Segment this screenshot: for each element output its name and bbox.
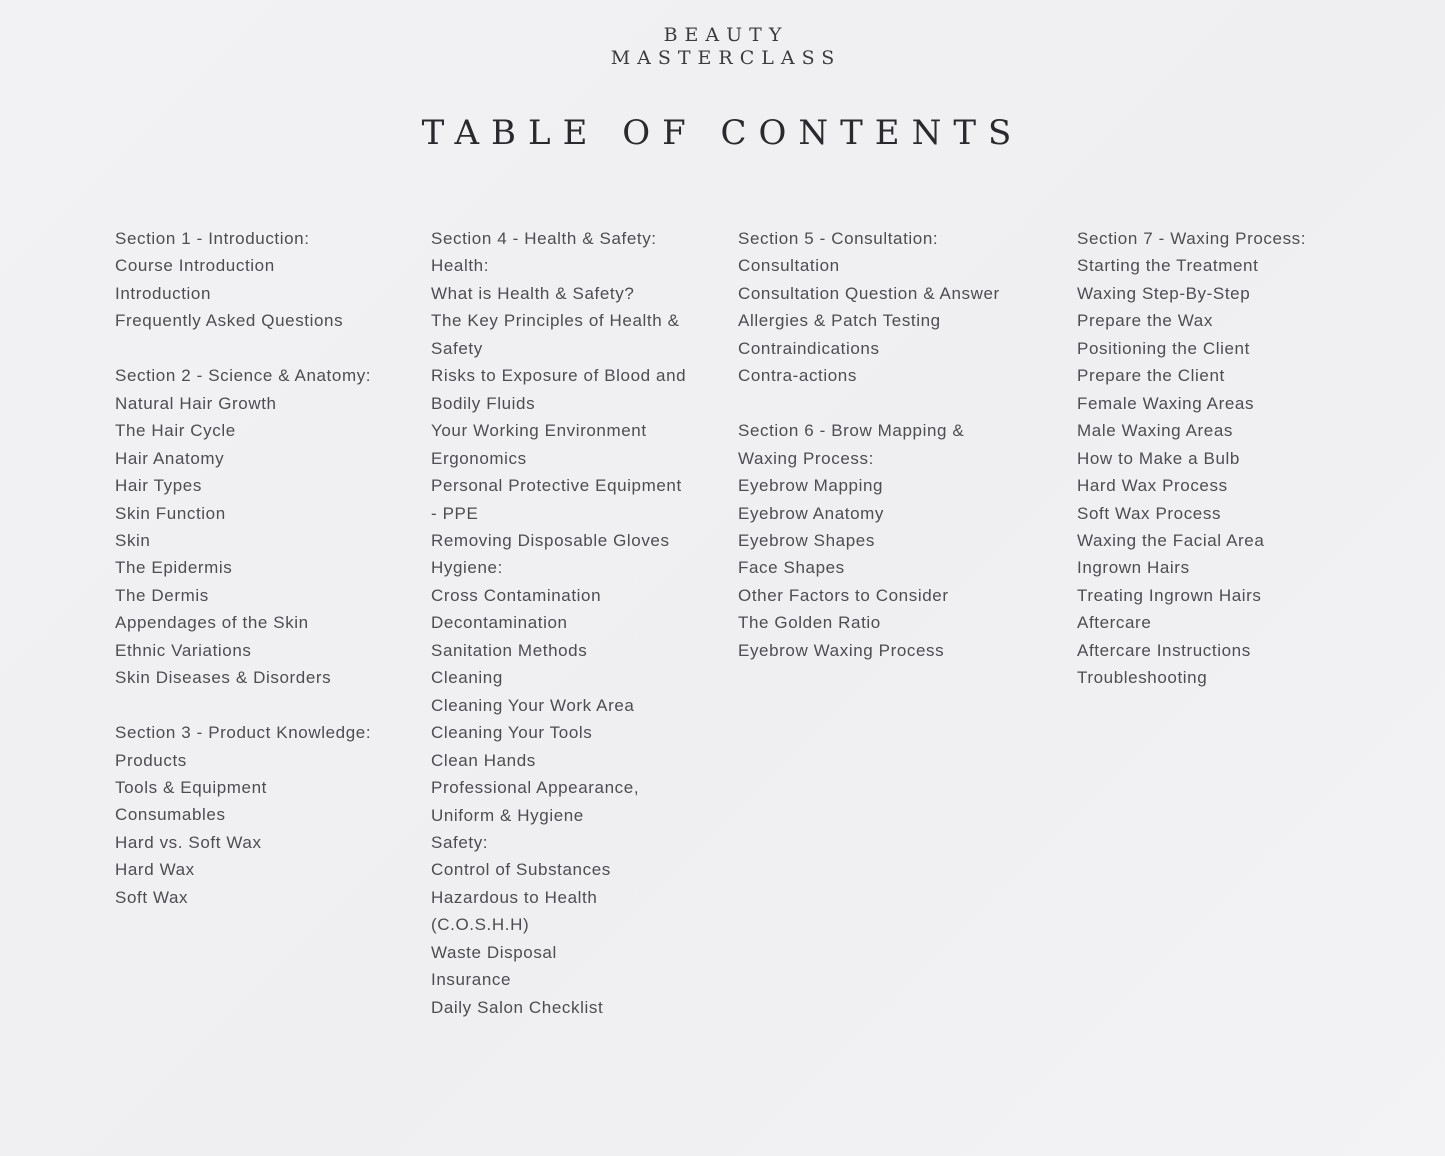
- toc-entry: Waxing Step-By-Step: [1077, 283, 1251, 303]
- toc-entry: Health:: [431, 256, 490, 276]
- toc-entry: Eyebrow Shapes: [738, 530, 875, 550]
- toc-entry: The Epidermis: [115, 558, 233, 578]
- toc-entry: Your Working Environment: [431, 421, 647, 441]
- section-heading: Section 5 - Consultation:: [738, 229, 939, 248]
- toc-column-1: [115, 225, 371, 911]
- toc-entry: Products: [115, 750, 187, 770]
- toc-entry: Hygiene:: [431, 558, 503, 578]
- toc-entry: Decontamination: [431, 613, 568, 633]
- toc-entry: Hard Wax: [115, 860, 195, 880]
- toc-entry: Contra-actions: [738, 366, 857, 386]
- toc-entry: The Golden Ratio: [738, 613, 881, 633]
- toc-entry: Personal Protective Equipment: [431, 476, 682, 496]
- section-spacer: [738, 390, 1000, 417]
- toc-entry: Aftercare: [1077, 613, 1152, 633]
- toc-entry: Bodily Fluids: [431, 393, 536, 413]
- toc-entry: Removing Disposable Gloves: [431, 530, 670, 550]
- section-heading: Section 6 - Brow Mapping &: [738, 421, 965, 441]
- toc-entry: Waxing the Facial Area: [1077, 530, 1265, 550]
- toc-entry: Consumables: [115, 805, 226, 825]
- toc-entry: Hair Types: [115, 476, 202, 496]
- toc-entry: Consultation: [738, 256, 840, 276]
- section-heading: Section 3 - Product Knowledge:: [115, 723, 372, 743]
- brand-line-1: BEAUTY: [663, 24, 789, 46]
- toc-entry: Eyebrow Anatomy: [738, 503, 885, 523]
- toc-entry: Daily Salon Checklist: [431, 997, 604, 1017]
- toc-entry: Course Introduction: [115, 256, 275, 276]
- toc-column-3: [738, 225, 1000, 664]
- toc-entry: Natural Hair Growth: [115, 393, 277, 413]
- toc-entry: The Hair Cycle: [115, 421, 236, 441]
- toc-entry: Waxing Process:: [738, 448, 874, 468]
- toc-entry: Treating Ingrown Hairs: [1077, 585, 1262, 605]
- toc-entry: (C.O.S.H.H): [431, 915, 530, 935]
- section-heading: Section 7 - Waxing Process:: [1077, 229, 1307, 248]
- toc-entry: Troubleshooting: [1077, 668, 1208, 688]
- toc-entry: Hard vs. Soft Wax: [115, 832, 262, 852]
- toc-entry: Skin Diseases & Disorders: [115, 668, 332, 688]
- toc-entry: The Key Principles of Health &: [431, 311, 680, 331]
- toc-entry: What is Health & Safety?: [431, 283, 635, 303]
- page-title: TABLE OF CONTENTS: [421, 113, 1024, 153]
- toc-entry: Uniform & Hygiene: [431, 805, 584, 825]
- toc-entry: Hair Anatomy: [115, 448, 225, 468]
- toc-entry: Sanitation Methods: [431, 640, 588, 660]
- toc-entry: Skin Function: [115, 503, 226, 523]
- toc-entry: Clean Hands: [431, 750, 536, 770]
- toc-entry: Cleaning: [431, 668, 503, 688]
- toc-entry: Waste Disposal: [431, 942, 557, 962]
- toc-entry: Tools & Equipment: [115, 778, 267, 798]
- toc-entry: Starting the Treatment: [1077, 256, 1259, 276]
- section-spacer: [115, 692, 371, 719]
- toc-entry: Control of Substances: [431, 860, 611, 880]
- toc-entry: Soft Wax Process: [1077, 503, 1222, 523]
- section-heading: Section 1 - Introduction:: [115, 229, 310, 248]
- toc-entry: Cross Contamination: [431, 585, 602, 605]
- toc-entry: Ergonomics: [431, 448, 527, 468]
- brand-line-2: MASTERCLASS: [610, 47, 842, 69]
- toc-entry: Soft Wax: [115, 887, 189, 907]
- toc-entry: Prepare the Client: [1077, 366, 1225, 386]
- toc-entry: The Dermis: [115, 585, 209, 605]
- toc-entry: Insurance: [431, 970, 512, 990]
- toc-entry: Female Waxing Areas: [1077, 393, 1255, 413]
- section-spacer: [115, 335, 371, 362]
- toc-entry: Positioning the Client: [1077, 338, 1250, 358]
- brand-logo: [0, 24, 1445, 70]
- toc-entry: Allergies & Patch Testing: [738, 311, 941, 331]
- toc-entry: Face Shapes: [738, 558, 845, 578]
- toc-entry: Professional Appearance,: [431, 778, 640, 798]
- toc-entry: Hazardous to Health: [431, 887, 598, 907]
- toc-entry: Eyebrow Mapping: [738, 476, 884, 496]
- section-heading: Section 4 - Health & Safety:: [431, 229, 657, 248]
- toc-entry: Frequently Asked Questions: [115, 311, 344, 331]
- toc-entry: How to Make a Bulb: [1077, 448, 1240, 468]
- toc-entry: - PPE: [431, 503, 479, 523]
- toc-entry: Male Waxing Areas: [1077, 421, 1234, 441]
- toc-entry: Other Factors to Consider: [738, 585, 949, 605]
- toc-entry: Hard Wax Process: [1077, 476, 1228, 496]
- toc-column-2: [431, 225, 686, 1021]
- toc-entry: Contraindications: [738, 338, 880, 358]
- toc-entry: Ingrown Hairs: [1077, 558, 1190, 578]
- section-heading: Section 2 - Science & Anatomy:: [115, 366, 372, 386]
- toc-entry: Skin: [115, 530, 151, 550]
- toc-entry: Risks to Exposure of Blood and: [431, 366, 687, 386]
- toc-entry: Aftercare Instructions: [1077, 640, 1251, 660]
- toc-column-4: [1077, 225, 1306, 692]
- toc-entry: Introduction: [115, 283, 212, 303]
- toc-entry: Consultation Question & Answer: [738, 283, 1000, 303]
- toc-entry: Appendages of the Skin: [115, 613, 309, 633]
- toc-entry: Safety:: [431, 832, 489, 852]
- toc-entry: Prepare the Wax: [1077, 311, 1213, 331]
- toc-entry: Cleaning Your Tools: [431, 723, 593, 743]
- toc-entry: Eyebrow Waxing Process: [738, 640, 945, 660]
- toc-entry: Ethnic Variations: [115, 640, 252, 660]
- toc-entry: Safety: [431, 338, 483, 358]
- toc-entry: Cleaning Your Work Area: [431, 695, 635, 715]
